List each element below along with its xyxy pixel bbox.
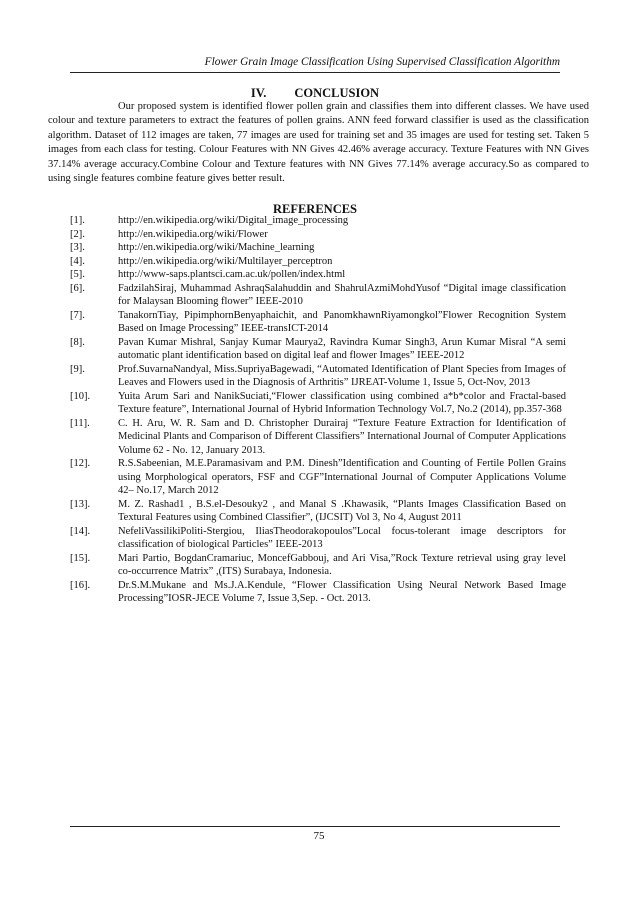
reference-item: [70, 282, 566, 309]
reference-text: M. Z. Rashad1 , B.S.el-Desouky2 , and Manal S .Khawasik, “Plants Images Classification Based on Textural Features using Combined Classifier”, (IJCSIT) Vol 3, No 4, August 2011: [118, 498, 566, 523]
section-number: IV.: [250, 86, 267, 100]
reference-text: TanakornTiay, PipimphornBenyaphaichit, and PanomkhawnRiyamongkol”Flower Recognition System Based on Image Processing” IEEE-transICT-2014: [118, 309, 566, 334]
reference-item: [70, 241, 566, 255]
reference-item: [70, 268, 566, 282]
reference-number: [3].: [70, 242, 85, 253]
reference-text: Prof.SuvarnaNandyal, Miss.SupriyaBagewadi, “Automated Identification of Plant Species from Images of Leaves and Flowers used in the Diagnosis of Arthritis” IJREAT-Volume 1, Issue 5, Oct-Nov, 2013: [118, 363, 566, 388]
reference-number: [9].: [70, 363, 85, 375]
reference-text: http://www-saps.plantsci.cam.ac.uk/pollen/index.html: [118, 269, 346, 280]
reference-item: [70, 579, 566, 606]
references-heading: REFERENCES: [272, 202, 358, 216]
reference-text: C. H. Aru, W. R. Sam and D. Christopher Durairaj “Texture Feature Extraction for Identification of Medicinal Plants and Comparison of Different Classifiers” International Journal of Computer Applications Volume 62 - No. 12, January 2013.: [118, 417, 567, 456]
reference-number: [15].: [70, 552, 91, 564]
reference-item: [70, 336, 566, 363]
references-list: [70, 214, 566, 606]
reference-text: http://en.wikipedia.org/wiki/Flower: [118, 228, 268, 240]
reference-number: [16].: [70, 579, 91, 591]
reference-number: [4].: [70, 255, 85, 267]
reference-number: [10].: [70, 390, 91, 402]
reference-number: [1].: [70, 215, 85, 226]
reference-item: [70, 552, 566, 579]
reference-number: [2].: [70, 228, 85, 240]
reference-number: [8].: [70, 336, 85, 348]
page-number: 75: [313, 830, 325, 842]
reference-item: [70, 417, 566, 458]
section-heading: [70, 86, 560, 101]
reference-number: [11].: [70, 417, 90, 429]
reference-number: [12].: [70, 458, 91, 469]
reference-text: http://en.wikipedia.org/wiki/Digital_image_processing: [118, 215, 349, 226]
header-rule: [70, 72, 560, 73]
reference-number: [7].: [70, 309, 85, 321]
reference-item: [70, 390, 566, 417]
reference-text: http://en.wikipedia.org/wiki/Machine_learning: [118, 242, 315, 253]
reference-text: Pavan Kumar Mishral, Sanjay Kumar Maurya2, Ravindra Kumar Singh3, Arun Kumar Misral “A semi automatic plant identification based on digital leaf and flower Images” IEEE-2012: [118, 336, 566, 361]
reference-number: [14].: [70, 525, 91, 537]
conclusion-paragraph: [48, 100, 589, 186]
reference-number: [6].: [70, 282, 85, 294]
reference-item: [70, 363, 566, 390]
reference-item: [70, 457, 566, 498]
reference-text: NefeliVassilikiPoliti-Stergiou, IliasTheodorakopoulos”Local focus-tolerant image descriptors for classification of biological Particles” IEEE-2013: [118, 525, 566, 550]
reference-item: [70, 255, 566, 269]
footer-rule: [70, 826, 560, 827]
section-title: CONCLUSION: [294, 86, 380, 100]
reference-text: http://en.wikipedia.org/wiki/Multilayer_perceptron: [118, 255, 333, 267]
conclusion-text: Our proposed system is identified flower pollen grain and classifies them into different classes. We have used colour and texture parameters to extract the features of pollen grains. ANN feed forward classifier is used as the classification algorithm. Dataset of 112 images are taken, 77 images are used for training set and 35 images are used for testing set. Taken 5 images from each class for testing. Colour Features with NN Gives 42.46% average accuracy. Texture Features with NN Gives 37.14% average accuracy.Combine Colour and Texture features with NN Gives 77.14% average accuracy.So as compared to using single features combine feature gives better result.: [48, 101, 589, 185]
reference-text: R.S.Sabeenian, M.E.Paramasivam and P.M. Dinesh”Identification and Counting of Fertile Pollen Grains using Morphological operators, FSF and CGF”International Journal of Computer Applications Volume 42– No.17, March 2012: [118, 458, 566, 496]
reference-text: Dr.S.M.Mukane and Ms.J.A.Kendule, “Flower Classification Using Neural Network Based Image Processing”IOSR-JECE Volume 7, Issue 3,Sep. - Oct. 2013.: [118, 579, 566, 604]
reference-item: [70, 525, 566, 552]
reference-item: [70, 228, 566, 242]
reference-item: [70, 214, 566, 228]
reference-item: [70, 309, 566, 336]
reference-number: [13].: [70, 498, 91, 510]
reference-text: FadzilahSiraj, Muhammad AshraqSalahuddin and ShahrulAzmiMohdYusof “Digital image classification for Malaysan Blooming flower” IEEE-2010: [118, 282, 566, 307]
running-header: Flower Grain Image Classification Using Supervised Classification Algorithm: [204, 56, 560, 68]
reference-number: [5].: [70, 269, 85, 280]
reference-item: [70, 498, 566, 525]
reference-text: Yuita Arum Sari and NanikSuciati,“Flower classification using combined a*b*color and Fractal-based Texture feature”, International Journal of Hybrid Information Technology Vol.7, No.2 (2014), pp.357-368: [118, 390, 566, 415]
reference-text: Mari Partio, BogdanCramariuc, MoncefGabbouj, and Ari Visa,”Rock Texture retrieval using gray level co-occurrence Matrix” ,(ITS) Surabaya, Indonesia.: [118, 552, 566, 577]
